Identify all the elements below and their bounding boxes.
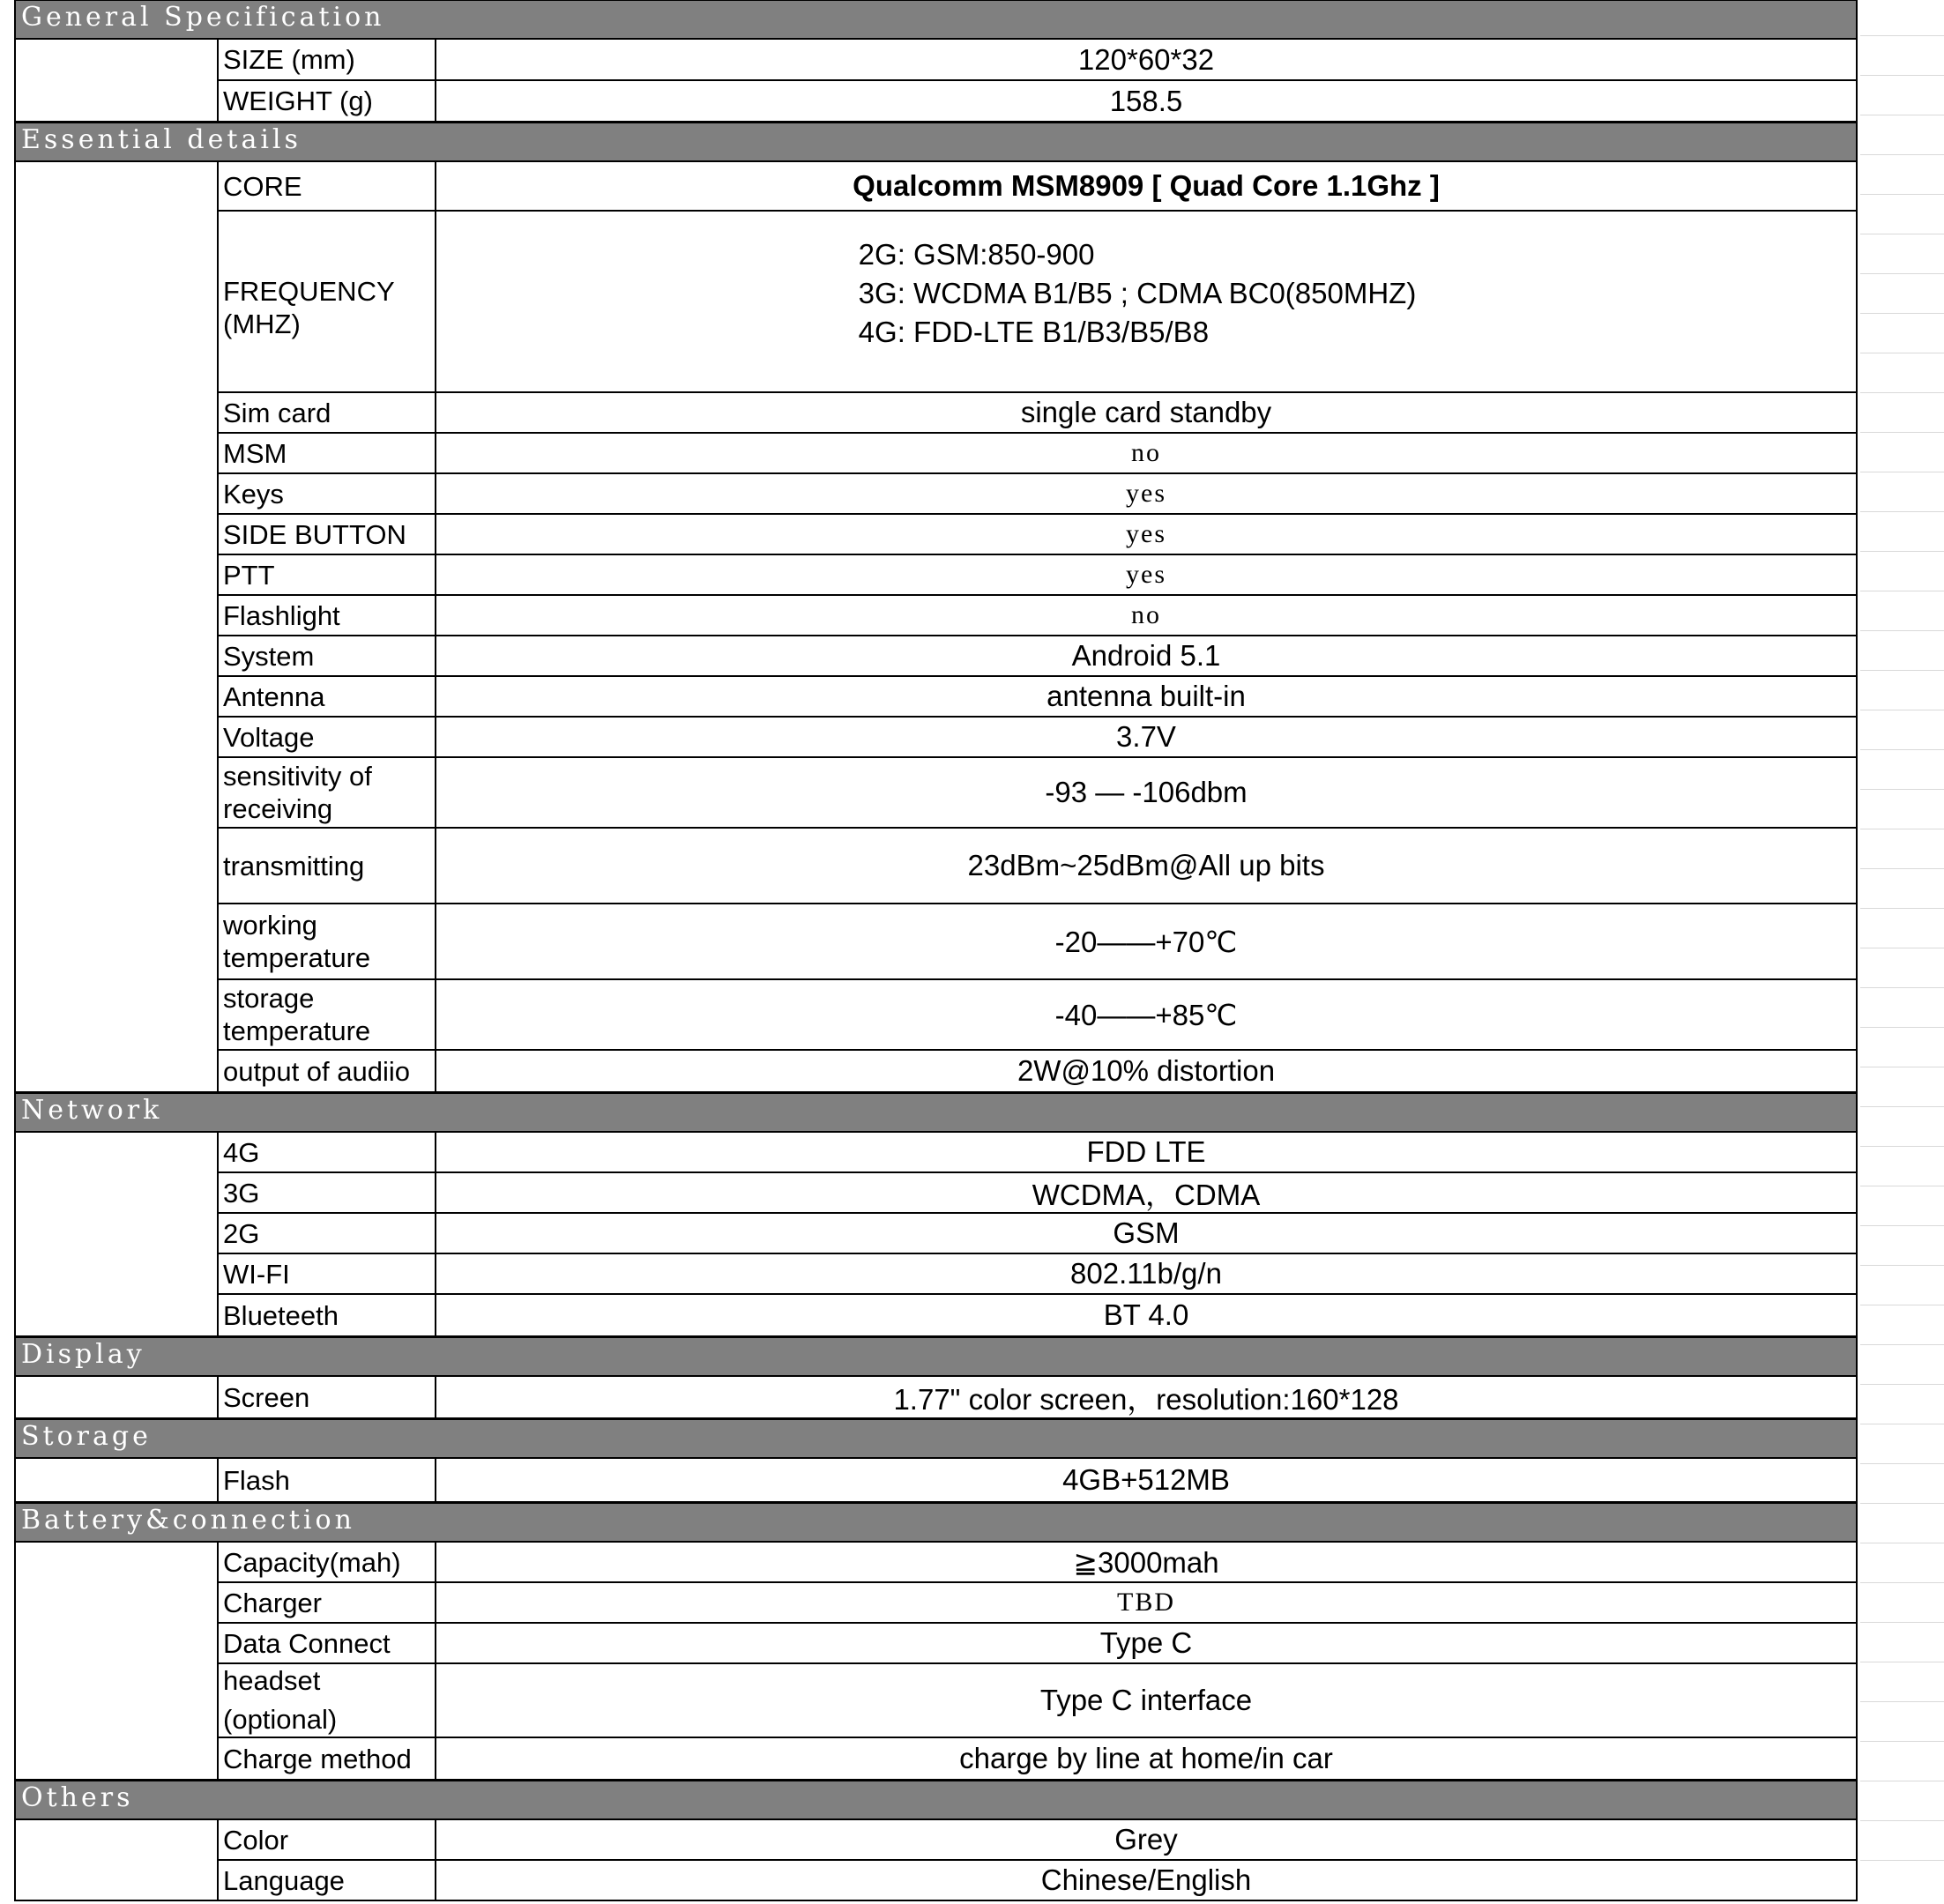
spec-row	[219, 1214, 1856, 1254]
spec-value: ≧3000mah	[1073, 1545, 1219, 1579]
spec-row	[219, 212, 1856, 393]
spec-label: output of audiio	[219, 1051, 436, 1091]
section-title: Battery&connection	[21, 1505, 355, 1536]
spec-label: System	[219, 636, 436, 675]
spec-row	[219, 1173, 1856, 1214]
section-title: Storage	[21, 1421, 152, 1452]
spec-row	[219, 1820, 1856, 1861]
frequency-line: 4G: FDD-LTE B1/B3/B5/B8	[858, 316, 1210, 348]
spec-label: Antenna	[219, 677, 436, 716]
spec-row	[219, 904, 1856, 980]
spec-value: Qualcomm MSM8909 [ Quad Core 1.1Ghz ]	[853, 169, 1440, 202]
spec-value: no	[1131, 438, 1161, 467]
section-header-network	[14, 1093, 1858, 1133]
spec-row	[219, 1254, 1856, 1295]
section-battery	[14, 1543, 1858, 1781]
spec-label: Screen	[219, 1377, 436, 1417]
spec-label: Language	[219, 1861, 436, 1900]
section-title: General Specification	[21, 2, 385, 33]
spec-row	[219, 434, 1856, 474]
spec-row	[219, 81, 1856, 121]
spec-value: GSM	[1113, 1216, 1180, 1249]
spec-row	[219, 758, 1856, 829]
section-header-others	[14, 1781, 1858, 1820]
spec-row	[219, 1459, 1856, 1501]
spec-label: Data Connect	[219, 1624, 436, 1662]
spec-value: charge by line at home/in car	[959, 1742, 1333, 1774]
spec-value: yes	[1126, 519, 1166, 548]
spec-row	[219, 393, 1856, 434]
spec-row	[219, 1051, 1856, 1091]
spec-value: TBD	[1117, 1588, 1175, 1617]
spec-value: -93 — -106dbm	[1045, 776, 1248, 808]
section-title: Display	[21, 1339, 145, 1370]
spec-row	[219, 515, 1856, 555]
spec-row	[219, 596, 1856, 636]
spec-value: 3.7V	[1116, 720, 1176, 753]
spec-row	[219, 1133, 1856, 1173]
spec-label: WI-FI	[219, 1254, 436, 1293]
spec-row	[219, 1738, 1856, 1779]
spec-value: Android 5.1	[1071, 639, 1221, 672]
spec-row	[219, 1664, 1856, 1738]
spec-label: MSM	[219, 434, 436, 472]
spec-label: WEIGHT (g)	[219, 81, 436, 121]
sheet-gridlines	[1860, 0, 1944, 1904]
spec-value: Chinese/English	[1040, 1863, 1252, 1896]
spec-value: 2W@10% distortion	[1017, 1054, 1276, 1087]
section-title: Essential details	[21, 124, 302, 155]
spec-label: Flashlight	[219, 596, 436, 635]
spec-label: storage temperature	[219, 980, 436, 1049]
spec-row	[219, 1624, 1856, 1664]
spec-value: no	[1131, 600, 1161, 629]
spec-value: yes	[1126, 560, 1166, 589]
spec-row	[219, 718, 1856, 758]
spec-row	[219, 1543, 1856, 1583]
section-general	[14, 40, 1858, 123]
frequency-line: 3G: WCDMA B1/B5 ; CDMA BC0(850MHZ)	[858, 277, 1417, 309]
spec-row	[219, 474, 1856, 515]
section-title: Others	[21, 1782, 134, 1813]
spec-label: 2G	[219, 1214, 436, 1253]
spec-value: 120*60*32	[1077, 42, 1215, 76]
spec-value: 4GB+512MB	[1062, 1463, 1230, 1496]
spec-label: SIDE BUTTON	[219, 515, 436, 554]
spec-value: Grey	[1114, 1823, 1178, 1856]
spec-value: FDD LTE	[1086, 1135, 1206, 1168]
spec-label: Keys	[219, 474, 436, 513]
spec-row	[219, 1295, 1856, 1335]
spec-label: transmitting	[219, 829, 436, 903]
spec-value: WCDMA，CDMA	[1032, 1178, 1261, 1211]
spec-label: Charge method	[219, 1738, 436, 1779]
spec-row	[219, 677, 1856, 718]
section-header-storage	[14, 1419, 1858, 1459]
spec-label: sensitivity of receiving	[219, 758, 436, 827]
spec-row	[219, 162, 1856, 212]
spec-value: single card standby	[1020, 396, 1272, 428]
section-header-essential	[14, 123, 1858, 162]
spec-label: working temperature	[219, 904, 436, 978]
spec-row	[219, 1377, 1856, 1417]
spec-label: CORE	[219, 162, 436, 210]
spec-value: 158.5	[1109, 84, 1183, 117]
spec-label: Charger	[219, 1583, 436, 1622]
spec-value: BT 4.0	[1103, 1298, 1189, 1331]
spec-label: Voltage	[219, 718, 436, 756]
spec-label: FREQUENCY (MHZ)	[219, 212, 436, 391]
spec-row	[219, 40, 1856, 81]
spec-label: Color	[219, 1820, 436, 1859]
spec-label: Sim card	[219, 393, 436, 432]
spec-row	[219, 1861, 1856, 1900]
spec-value: -20——+70℃	[1054, 925, 1238, 958]
section-title: Network	[21, 1095, 163, 1126]
spec-value: antenna built-in	[1046, 680, 1246, 712]
spec-sheet	[14, 0, 1858, 1901]
spec-label: headset (optional)	[219, 1664, 436, 1737]
section-network	[14, 1133, 1858, 1337]
spec-row	[219, 636, 1856, 677]
spec-label: PTT	[219, 555, 436, 594]
section-others	[14, 1820, 1858, 1901]
spec-row	[219, 980, 1856, 1051]
spec-value: Type C interface	[1039, 1684, 1253, 1716]
spec-value: -40——+85℃	[1054, 998, 1238, 1031]
spec-label: Blueteeth	[219, 1295, 436, 1335]
frequency-line: 2G: GSM:850-900	[858, 238, 1095, 271]
spec-label: Capacity(mah)	[219, 1543, 436, 1581]
spec-value: yes	[1126, 479, 1166, 508]
spec-row	[219, 1583, 1856, 1624]
spec-value: 802.11b/g/n	[1070, 1257, 1222, 1290]
spec-row	[219, 829, 1856, 904]
spec-row	[219, 555, 1856, 596]
spec-value: Type C	[1099, 1626, 1193, 1659]
spec-value: 23dBm~25dBm@All up bits	[967, 849, 1325, 881]
spec-label: Flash	[219, 1459, 436, 1501]
spec-label: 4G	[219, 1133, 436, 1171]
spec-label: SIZE (mm)	[219, 40, 436, 79]
section-storage	[14, 1459, 1858, 1503]
section-display	[14, 1377, 1858, 1419]
spec-value: 1.77" color screen，resolution:160*128	[893, 1382, 1399, 1416]
frequency-list	[859, 235, 1417, 352]
section-header-battery	[14, 1503, 1858, 1543]
section-header-general	[14, 0, 1858, 40]
section-essential	[14, 162, 1858, 1093]
section-header-display	[14, 1337, 1858, 1377]
spec-label: 3G	[219, 1173, 436, 1212]
